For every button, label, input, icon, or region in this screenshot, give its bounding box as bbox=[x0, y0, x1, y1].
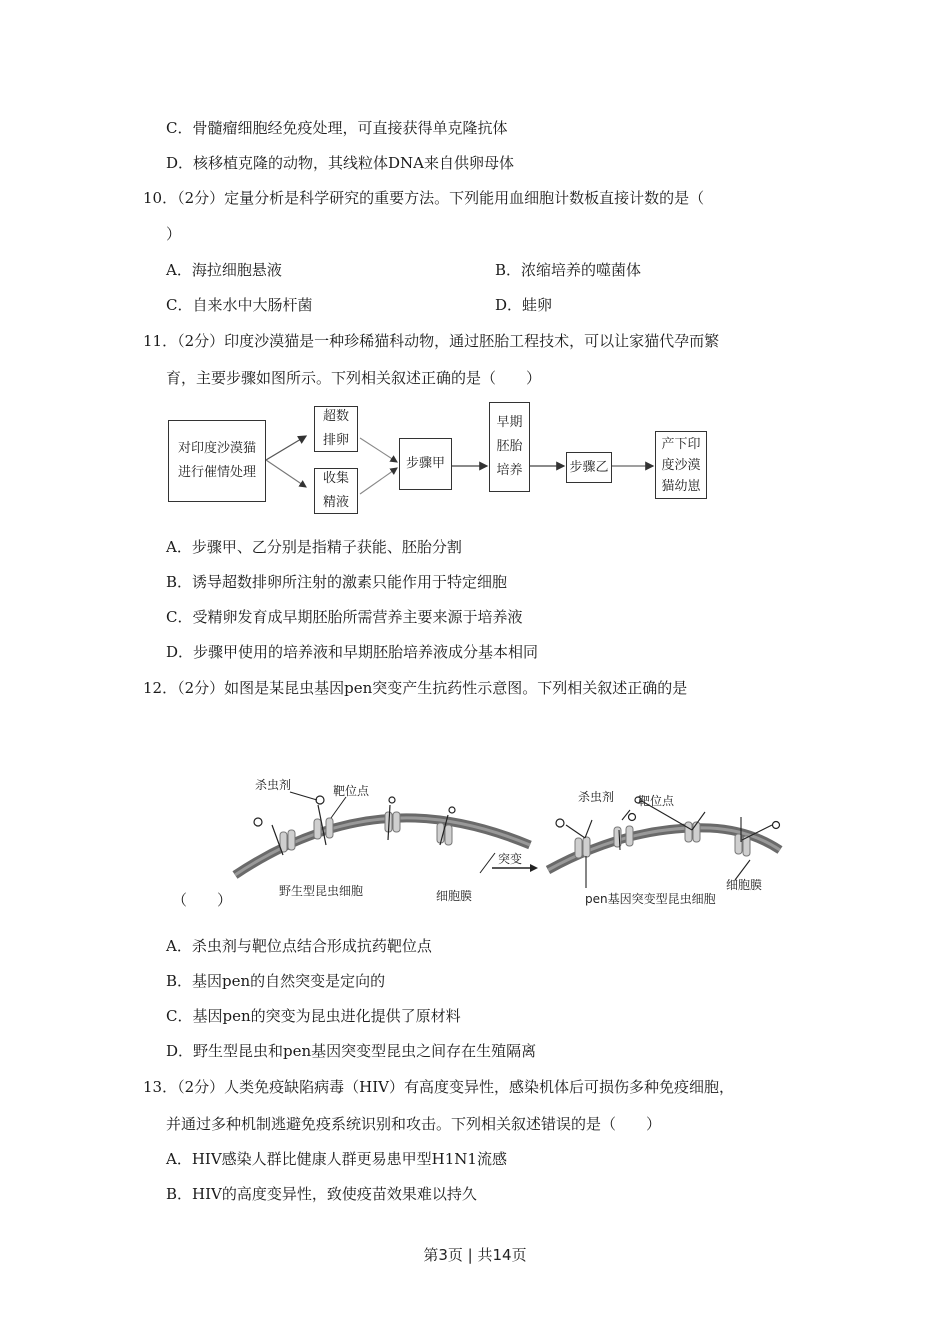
q13-stem bbox=[143, 1077, 734, 1097]
q10-stem-cont: ） bbox=[166, 225, 182, 243]
option-key: C． bbox=[166, 608, 193, 626]
option-text: 基因pen的突变为昆虫进化提供了原材料 bbox=[192, 1007, 461, 1025]
option-text: 自来水中大肠杆菌 bbox=[192, 296, 313, 314]
option-text: 浓缩培养的噬菌体 bbox=[521, 261, 642, 279]
option-key: B． bbox=[166, 1185, 193, 1203]
option-key: B． bbox=[166, 573, 193, 591]
q9-option-d bbox=[166, 153, 514, 173]
q10-option-b bbox=[495, 260, 641, 280]
box-text: 对印度沙漠猫 bbox=[177, 441, 256, 456]
option-text: HIV感染人群比健康人群更易患甲型H1N1流感 bbox=[191, 1150, 507, 1168]
flow-box-step-a bbox=[399, 438, 452, 490]
option-key: D． bbox=[166, 643, 194, 661]
box-text: 步骤乙 bbox=[569, 459, 609, 475]
q10-stem bbox=[143, 188, 704, 208]
question-text: 定量分析是科学研究的重要方法。下列能用血细胞计数板直接计数的是（ bbox=[224, 189, 705, 207]
q12-option-b bbox=[166, 971, 385, 991]
question-text: 印度沙漠猫是一种珍稀猫科动物，通过胚胎工程技术，可以让家猫代孕而繁 bbox=[224, 332, 720, 350]
q13-option-a bbox=[166, 1149, 507, 1169]
option-key: C． bbox=[166, 1007, 193, 1025]
q10-option-d bbox=[495, 295, 552, 315]
caption-wild-type: 野生型昆虫细胞 bbox=[279, 884, 364, 898]
label-membrane-right: 细胞膜 bbox=[726, 878, 763, 892]
q10-option-a bbox=[166, 260, 282, 280]
label-target-left: 靶位点 bbox=[333, 784, 370, 798]
option-key: D． bbox=[495, 296, 523, 314]
option-text: HIV的高度变异性，致使疫苗效果难以持久 bbox=[192, 1185, 477, 1203]
caption-mutant: pen基因突变型昆虫细胞 bbox=[585, 892, 716, 906]
box-text: 胚胎 bbox=[496, 439, 523, 454]
q12-option-c bbox=[166, 1006, 461, 1026]
q11-stem-cont: 育，主要步骤如图所示。下列相关叙述正确的是（ ） bbox=[166, 369, 542, 387]
box-text: 培养 bbox=[496, 463, 523, 478]
q11-option-c bbox=[166, 607, 523, 627]
label-mutation-arrow: 突变 bbox=[498, 852, 523, 866]
flow-box-collect-semen bbox=[314, 468, 358, 514]
box-text: 步骤甲 bbox=[405, 456, 445, 471]
option-text: 骨髓瘤细胞经免疫处理，可直接获得单克隆抗体 bbox=[192, 119, 508, 137]
option-key: A． bbox=[166, 937, 192, 955]
question-score: （2分） bbox=[177, 189, 225, 207]
option-key: B． bbox=[495, 261, 522, 279]
box-text: 早期 bbox=[496, 415, 523, 430]
box-text: 猫幼崽 bbox=[661, 478, 701, 494]
option-text: 核移植克隆的动物，其线粒体DNA来自供卵母体 bbox=[193, 154, 515, 172]
question-score: （2分） bbox=[177, 1078, 225, 1096]
box-text: 度沙漠 bbox=[661, 457, 701, 473]
box-text: 排卵 bbox=[322, 433, 349, 448]
question-number: 12． bbox=[143, 679, 178, 697]
option-key: D． bbox=[166, 154, 194, 172]
option-text: 海拉细胞悬液 bbox=[191, 261, 282, 279]
question-text: 人类免疫缺陷病毒（HIV）有高度变异性，感染机体后可损伤多种免疫细胞， bbox=[224, 1078, 734, 1096]
label-insecticide-right: 杀虫剂 bbox=[578, 790, 615, 804]
q13-option-b bbox=[166, 1184, 477, 1204]
q13-stem-cont: 并通过多种机制逃避免疫系统识别和攻击。下列相关叙述错误的是（ ） bbox=[166, 1115, 662, 1133]
option-text: 基因pen的自然突变是定向的 bbox=[192, 972, 386, 990]
option-text: 野生型昆虫和pen基因突变型昆虫之间存在生殖隔离 bbox=[193, 1042, 537, 1060]
option-key: C． bbox=[166, 119, 193, 137]
label-membrane-left: 细胞膜 bbox=[436, 889, 473, 903]
question-number: 13． bbox=[143, 1078, 178, 1096]
option-key: A． bbox=[166, 261, 192, 279]
option-text: 杀虫剂与靶位点结合形成抗药靶位点 bbox=[191, 937, 432, 955]
flow-box-estrus bbox=[168, 420, 266, 502]
q10-option-c bbox=[166, 295, 313, 315]
q11-option-a bbox=[166, 537, 462, 557]
option-key: A． bbox=[166, 1150, 192, 1168]
box-text: 收集 bbox=[322, 471, 349, 486]
q9-option-c bbox=[166, 118, 508, 138]
box-text: 产下印 bbox=[661, 436, 701, 452]
embryo-flowchart bbox=[160, 398, 710, 516]
box-text: 超数 bbox=[322, 409, 349, 424]
option-text: 诱导超数排卵所注射的激素只能作用于特定细胞 bbox=[192, 573, 508, 591]
flow-box-step-b bbox=[566, 452, 612, 483]
flow-box-offspring bbox=[655, 431, 707, 499]
q11-option-d bbox=[166, 642, 538, 662]
option-key: D． bbox=[166, 1042, 194, 1060]
question-number: 10． bbox=[143, 189, 178, 207]
q12-answer-bracket: （ ） bbox=[172, 891, 233, 909]
question-score: （2分） bbox=[177, 679, 225, 697]
question-score: （2分） bbox=[177, 332, 225, 350]
q11-option-b bbox=[166, 572, 507, 592]
flow-box-early-embryo bbox=[489, 402, 530, 492]
option-key: C． bbox=[166, 296, 193, 314]
question-number: 11． bbox=[143, 332, 178, 350]
q12-stem bbox=[143, 678, 687, 698]
question-text: 如图是某昆虫基因pen突变产生抗药性示意图。下列相关叙述正确的是 bbox=[224, 679, 688, 697]
label-insecticide-left: 杀虫剂 bbox=[255, 778, 292, 792]
box-text: 精液 bbox=[322, 495, 349, 510]
flow-box-superovulation bbox=[314, 406, 358, 452]
option-key: B． bbox=[166, 972, 193, 990]
page-number: 第3页 | 共14页 bbox=[423, 1246, 527, 1264]
q12-option-d bbox=[166, 1041, 536, 1061]
option-key: A． bbox=[166, 538, 192, 556]
option-text: 蛙卵 bbox=[522, 296, 553, 314]
option-text: 步骤甲使用的培养液和早期胚胎培养液成分基本相同 bbox=[193, 643, 539, 661]
option-text: 步骤甲、乙分别是指精子获能、胚胎分割 bbox=[191, 538, 462, 556]
insect-cell-figure bbox=[230, 770, 790, 910]
box-text: 进行催情处理 bbox=[177, 465, 256, 480]
q11-stem bbox=[143, 331, 719, 351]
label-target-right: 靶位点 bbox=[638, 794, 675, 808]
option-text: 受精卵发育成早期胚胎所需营养主要来源于培养液 bbox=[192, 608, 523, 626]
q12-option-a bbox=[166, 936, 432, 956]
